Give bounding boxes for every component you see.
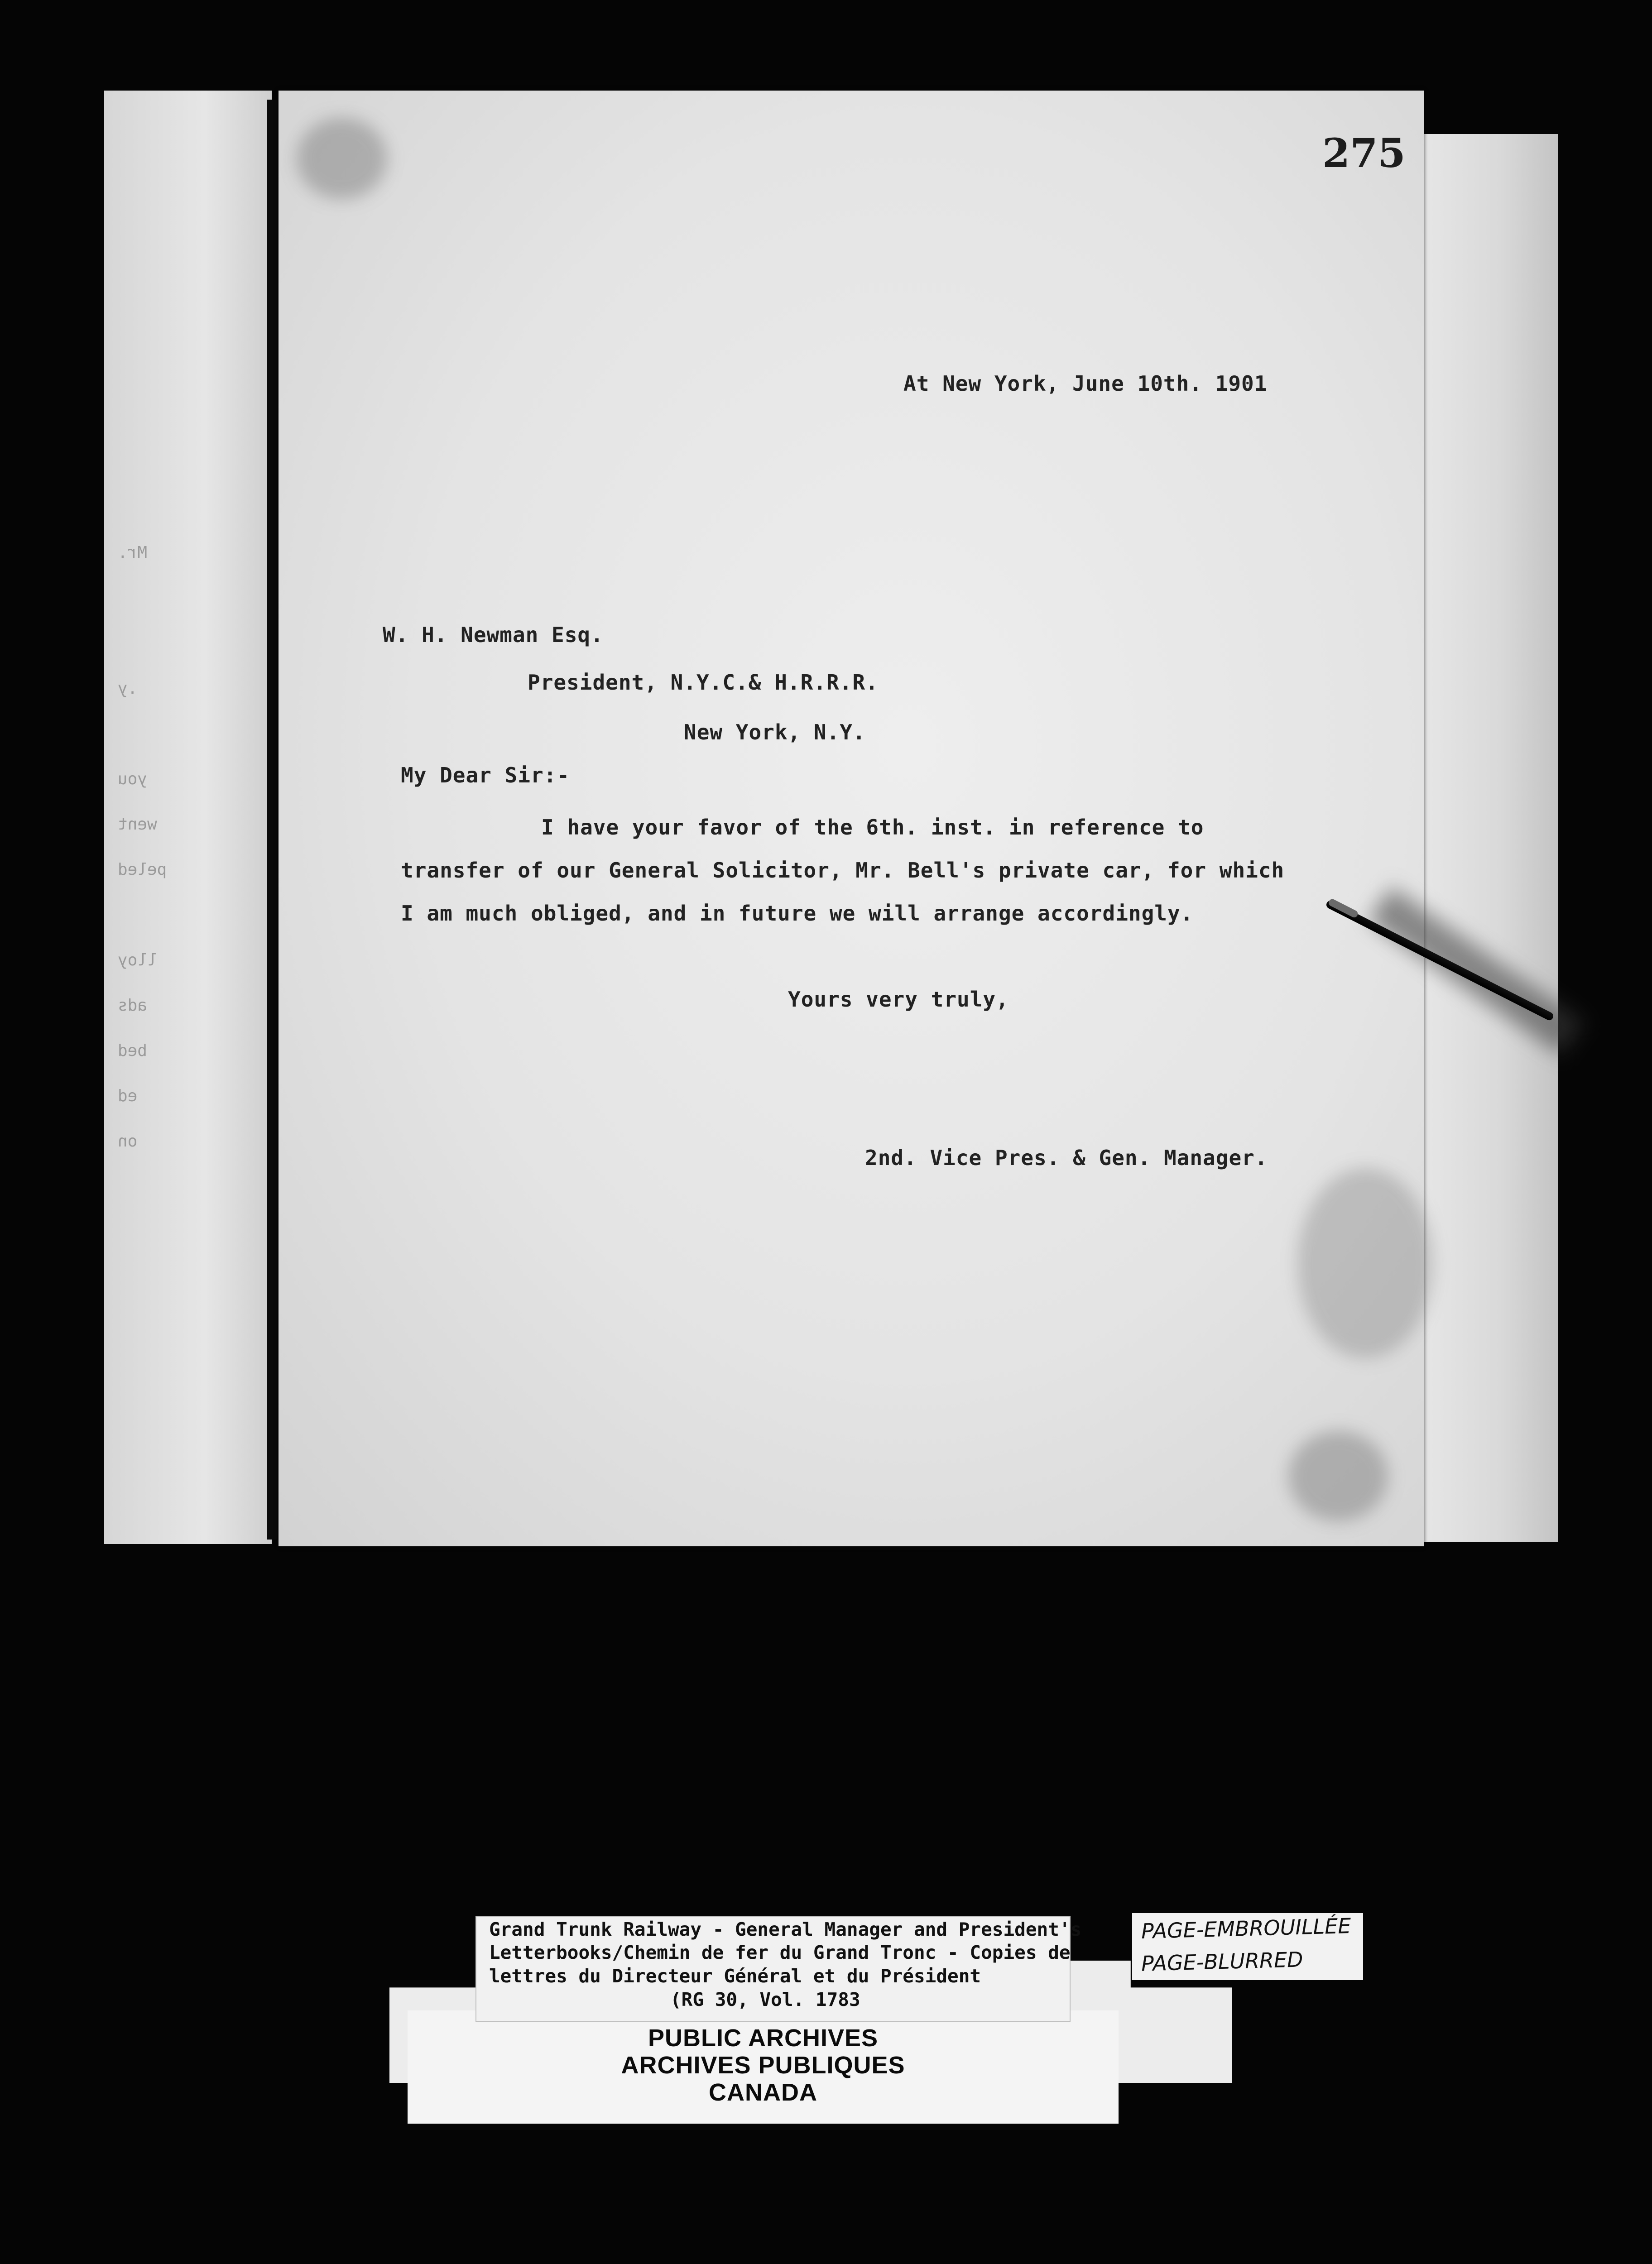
bleed-through-text: lloy [118, 951, 157, 969]
addressee-city: New York, N.Y. [684, 720, 866, 744]
bleed-through-text: went [118, 815, 157, 834]
bleed-through-text: .y [118, 679, 138, 698]
body-line: I have your favor of the 6th. inst. in reference to [541, 815, 1204, 839]
addressee-name: W. H. Newman Esq. [383, 623, 604, 647]
closing: Yours very truly, [788, 987, 1009, 1012]
body-line: I am much obliged, and in future we will arrange accordingly. [401, 901, 1194, 926]
previous-page-edge [104, 91, 272, 1544]
salutation: My Dear Sir:- [401, 763, 570, 787]
bleed-through-text: bed [118, 1041, 148, 1060]
bleed-through-text: ed [118, 1087, 138, 1105]
bleed-through-text: ads [118, 996, 148, 1015]
stamp-line: PUBLIC ARCHIVES [648, 2024, 879, 2052]
page-number: 275 [1322, 130, 1406, 177]
bleed-through-text: peled [118, 860, 167, 879]
label-line: lettres du Directeur Général et du Président [489, 1965, 981, 1987]
handwritten-note-line: PAGE-BLURRED [1141, 1947, 1304, 1976]
bleed-through-text: Mr. [118, 543, 148, 562]
stamp-line: ARCHIVES PUBLIQUES [621, 2052, 905, 2079]
bleed-through-text: you [118, 770, 148, 788]
binding-gutter [267, 100, 277, 1540]
next-page-edge [1413, 134, 1558, 1542]
stamp-line: CANADA [709, 2079, 817, 2106]
bleed-through-text: on [118, 1132, 138, 1151]
signature-title: 2nd. Vice Pres. & Gen. Manager. [865, 1146, 1268, 1170]
handwritten-note-line: PAGE-EMBROUILLÉE [1141, 1913, 1351, 1944]
archive-stamp [408, 2010, 1119, 2124]
dateline: At New York, June 10th. 1901 [903, 371, 1268, 396]
smudge [1288, 1431, 1388, 1521]
body-line: transfer of our General Solicitor, Mr. Bell's private car, for which [401, 858, 1285, 883]
label-line: Grand Trunk Railway - General Manager and President's [489, 1919, 1082, 1940]
addressee-title: President, N.Y.C.& H.R.R.R. [528, 670, 879, 695]
label-line: (RG 30, Vol. 1783 [670, 1989, 860, 2010]
smudge [297, 118, 387, 199]
label-line: Letterbooks/Chemin de fer du Grand Tronc - Copies de [489, 1942, 1071, 1963]
smudge [1297, 1168, 1433, 1358]
